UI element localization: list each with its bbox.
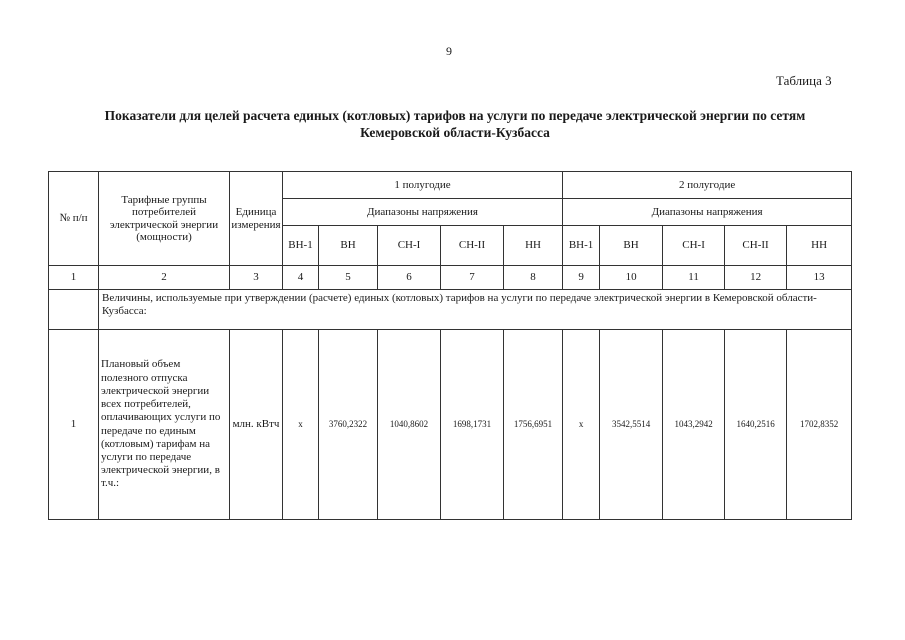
value-h1-sn1: 1040,8602 [378,330,441,520]
value-h1-nn: 1756,6951 [504,330,563,520]
tariff-table [48,171,852,520]
section-row [49,290,852,330]
level-sn1: СН-I [663,226,725,266]
col-number: 3 [230,266,283,290]
header-row-periods [49,172,852,199]
level-vn: ВН [600,226,663,266]
level-sn2: СН-II [441,226,504,266]
col-number: 5 [319,266,378,290]
value-h2-sn2: 1640,2516 [725,330,787,520]
col-number: 4 [283,266,319,290]
section-text: Величины, используемые при утверждении (расчете) единых (котловых) тарифов на услуги по передаче электрической энергии в Кемеровской области-Кузбасса: [99,290,852,330]
col-number: 11 [663,266,725,290]
col-number: 2 [99,266,230,290]
value-h1-vn: 3760,2322 [319,330,378,520]
col-number: 7 [441,266,504,290]
value-h2-sn1: 1043,2942 [663,330,725,520]
value-h2-vn: 3542,5514 [600,330,663,520]
level-vn: ВН [319,226,378,266]
value-h1-vn1: х [283,330,319,520]
value-h2-vn1: х [563,330,600,520]
row-description: Плановый объем полезного отпуска электрической энергии всех потребителей, оплачивающих услуги по передаче по единым (котловым) тарифам на услуги по передаче электрической энергии, в т.ч.: [99,330,230,520]
col-number: 12 [725,266,787,290]
col-number: 13 [787,266,852,290]
header-ranges-1: Диапазоны напряжения [283,199,563,226]
col-number: 6 [378,266,441,290]
header-num: № п/п [49,172,99,266]
header-group: Тарифные группы потребителей электрической энергии (мощности) [99,172,230,266]
row-num: 1 [49,330,99,520]
section-num-cell [49,290,99,330]
header-ranges-2: Диапазоны напряжения [563,199,852,226]
col-number: 8 [504,266,563,290]
value-h2-nn: 1702,8352 [787,330,852,520]
header-half1: 1 полугодие [283,172,563,199]
table-row [49,330,852,520]
value-h1-sn2: 1698,1731 [441,330,504,520]
col-number: 9 [563,266,600,290]
level-vn1: ВН-1 [283,226,319,266]
document-title: Показатели для целей расчета единых (котловых) тарифов на услуги по передаче электрической энергии по сетям Кемеровской области-Кузбасса [104,108,806,140]
level-nn: НН [787,226,852,266]
level-nn: НН [504,226,563,266]
row-unit: млн. кВтч [230,330,283,520]
col-number: 10 [600,266,663,290]
col-number: 1 [49,266,99,290]
level-sn2: СН-II [725,226,787,266]
header-half2: 2 полугодие [563,172,852,199]
column-number-row [49,266,852,290]
level-sn1: СН-I [378,226,441,266]
page-number: 9 [446,44,452,58]
table-label: Таблица 3 [776,73,832,88]
header-unit: Единица измерения [230,172,283,266]
level-vn1: ВН-1 [563,226,600,266]
